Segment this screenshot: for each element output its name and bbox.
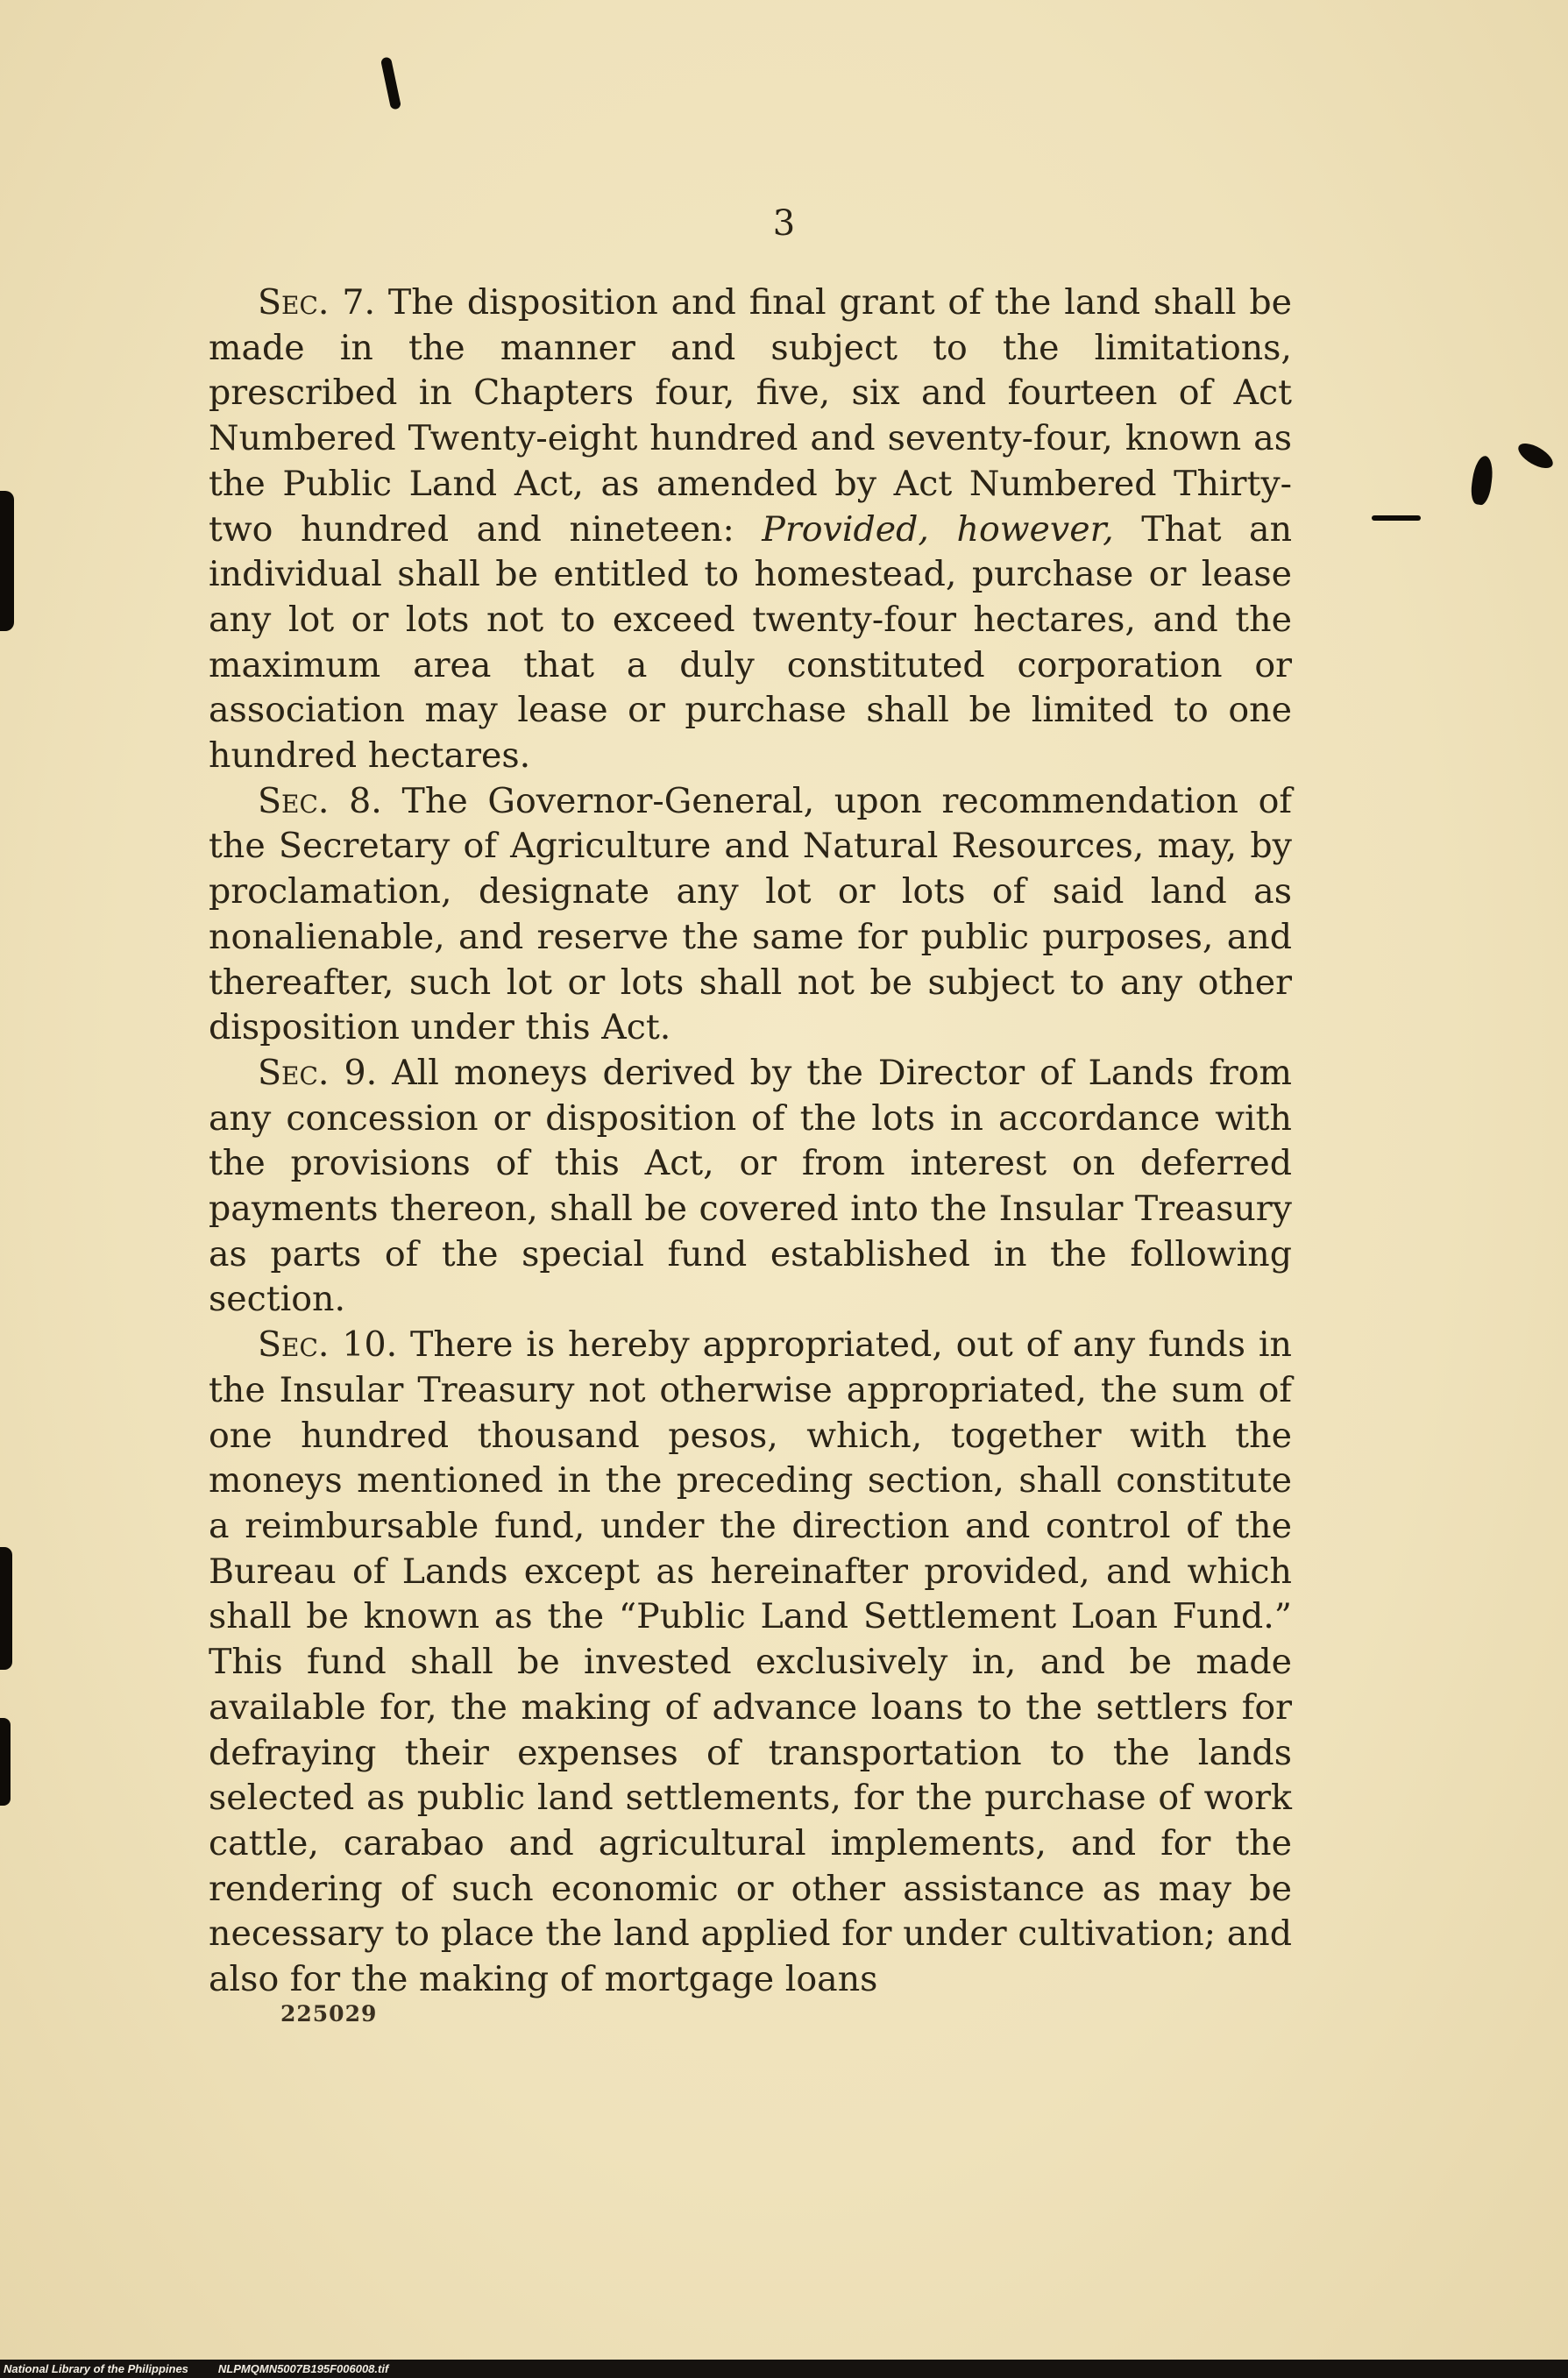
- section-7: [209, 280, 1292, 779]
- section-8: [209, 779, 1292, 1051]
- ink-blot: [0, 1718, 11, 1806]
- section-label: Sec. 8.: [258, 780, 382, 821]
- ink-blot: [0, 1547, 12, 1670]
- section-label: Sec. 10.: [258, 1324, 398, 1366]
- section-label: Sec. 9.: [258, 1052, 378, 1093]
- section-9: [209, 1051, 1292, 1323]
- section-text: There is hereby appropriated, out of any funds in the Insular Treasury not otherwise appropriated, the sum of one hundred thousand pesos, which, together with the moneys mentioned in the preceding section, shall constitute a reimbursable fund, under the direction and control of the Bureau of Lands except as hereinafter provided, and which shall be known as the “Public Land Settlement Loan Fund.” This fund shall be invested exclusively in, and be made available for, the making of advance loans to the settlers for defraying their expenses of transportation to the lands selected as public land settlements, for the purchase of work cattle, carabao and agricultural implements, and for the rendering of such economic or other assistance as may be necessary to place the land applied for under cultivation; and also for the making of mortgage loans: [209, 1324, 1292, 2000]
- section-text: All moneys derived by the Director of Lands from any concession or disposition of the lots in accordance with the provisions of this Act, or from interest on deferred payments thereon, shall be covered into the Insular Treasury as parts of the special fund established in the following section.: [209, 1052, 1292, 1320]
- library-name: National Library of the Philippines: [4, 2362, 188, 2375]
- printer-code: 225029: [280, 2001, 378, 2027]
- ink-blot: [1372, 515, 1421, 521]
- section-10: [209, 1323, 1292, 2003]
- scan-tag: [0, 2360, 1568, 2378]
- section-text: That an individual shall be entitled to homestead, purchase or lease any lot or lots not to exceed twenty-four hectares, and the maximum area that a duly constituted corporation or association may lease or purchase shall be limited to one hundred hectares.: [209, 508, 1293, 777]
- proviso-italic: Provided, however,: [762, 508, 1114, 550]
- scan-filename: NLPMQMN5007B195F006008.tif: [217, 2362, 389, 2375]
- page-number: 3: [772, 203, 796, 244]
- section-label: Sec. 7.: [258, 282, 376, 323]
- section-text: The Governor-General, upon recommendation of the Secretary of Agriculture and Natural Resources, may, by proclamation, designate any lot or lots of said land as nonalienable, and reserve the same for public purposes, and thereafter, such lot or lots shall not be subject to any other disposition under this Act.: [209, 780, 1292, 1048]
- document-body: [209, 280, 1292, 2003]
- ink-blot: [0, 491, 14, 631]
- section-text: The disposition and final grant of the land shall be made in the manner and subject to the limitations, prescribed in Chapters four, five, six and fourteen of Act Numbered Twenty-eight hundred and seventy-four, known as the Public Land Act, as amended by Act Numbered Thirty-two hundred and nineteen:: [209, 282, 1292, 550]
